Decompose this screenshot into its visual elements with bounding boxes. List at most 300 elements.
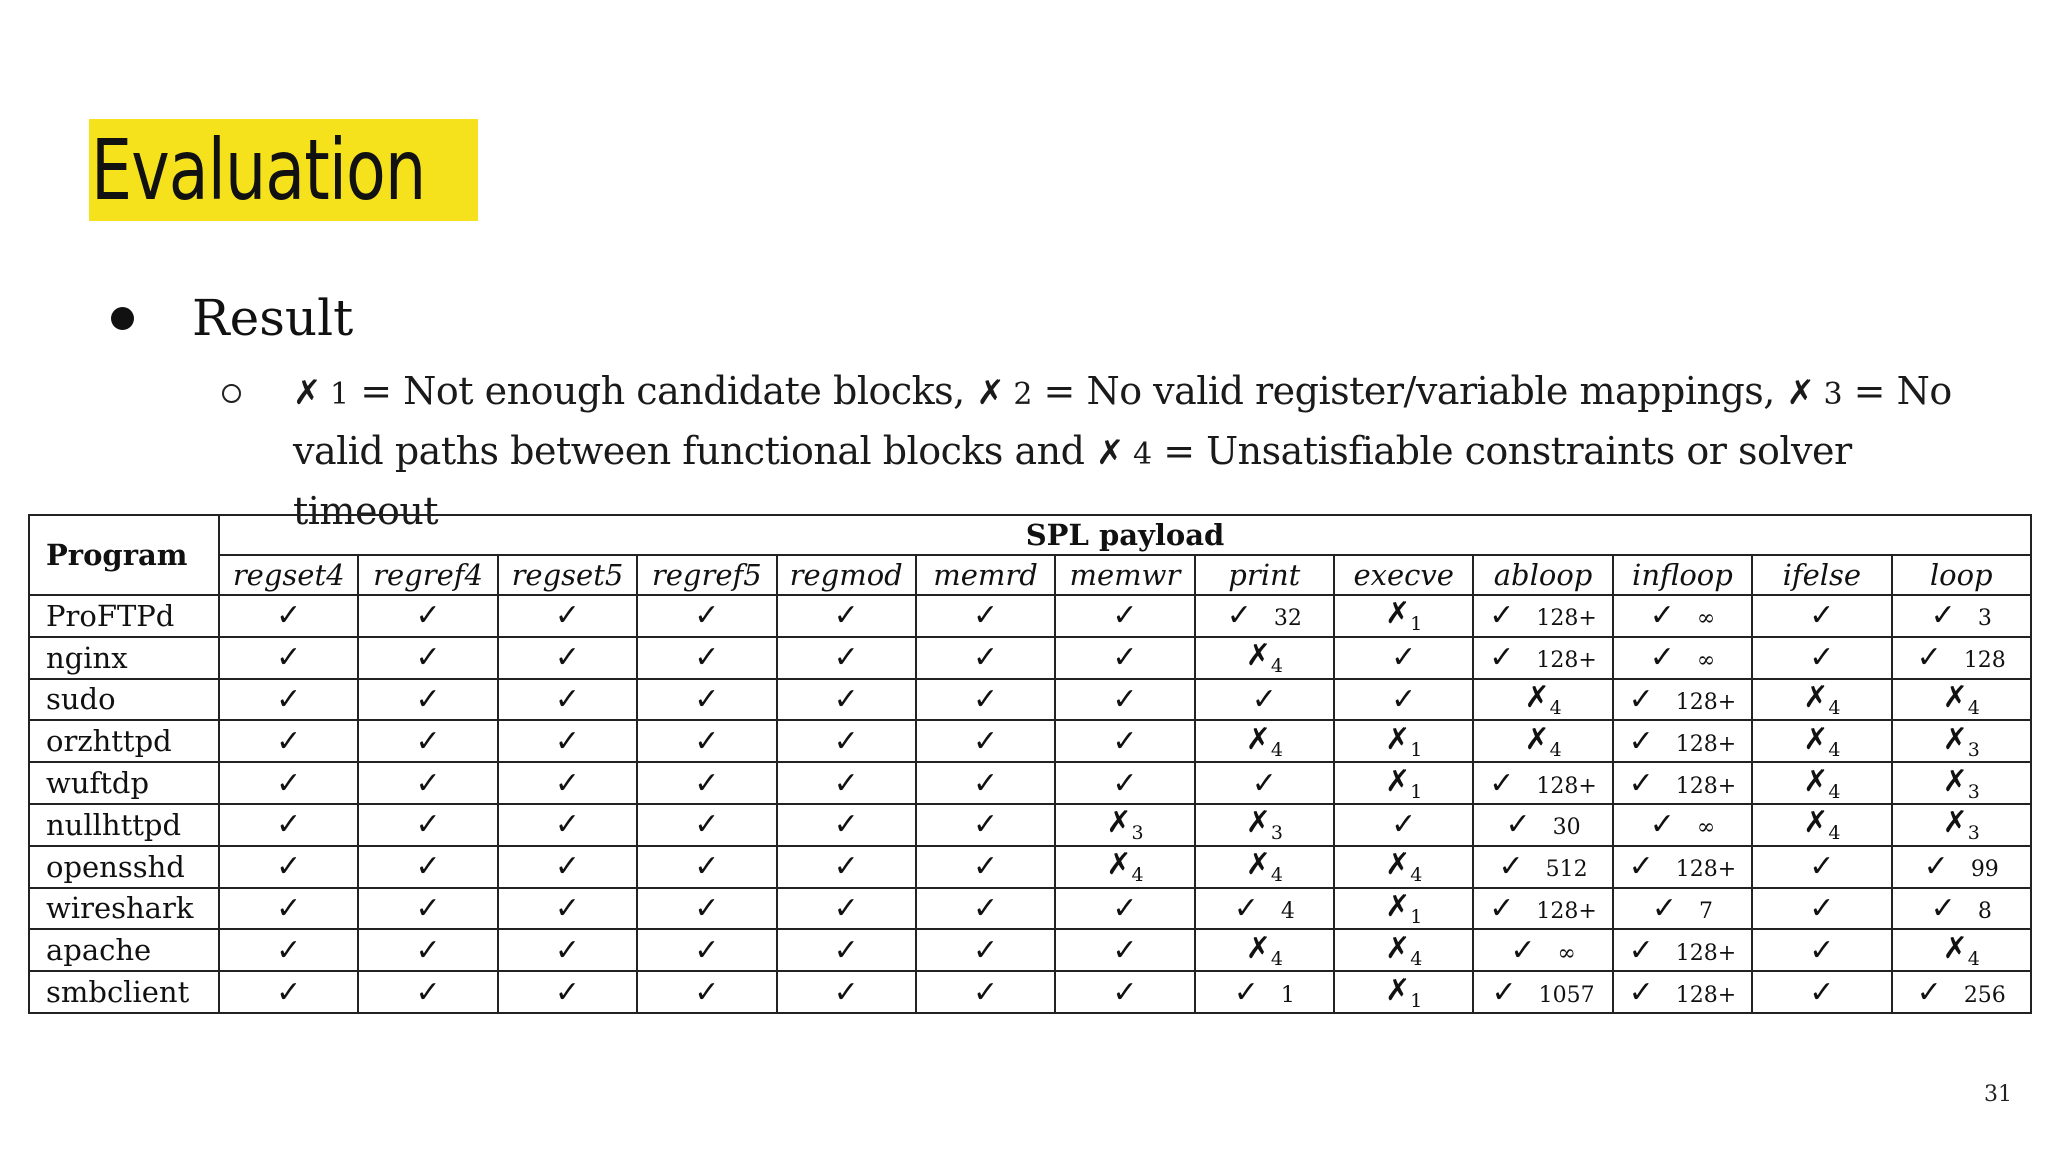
check-icon: ✓ — [972, 598, 999, 634]
check-icon: ✓ — [833, 640, 859, 676]
result-cell — [358, 637, 497, 679]
check-icon: ✓ — [1649, 807, 1675, 843]
result-cell — [358, 679, 497, 721]
result-cell — [1195, 762, 1334, 804]
result-cell — [219, 846, 358, 888]
cross-icon: $✗_4$ — [1245, 721, 1283, 761]
check-icon: ✓ — [276, 890, 302, 926]
result-cell — [1334, 846, 1473, 888]
table-row — [29, 762, 2031, 804]
result-cell — [1195, 846, 1334, 888]
cross-icon: $✗_4$ — [1524, 679, 1562, 719]
result-cell — [637, 888, 776, 930]
check-icon: ✓ — [1923, 849, 1949, 885]
check-icon: ✓ — [1809, 974, 1835, 1010]
result-value: 128 — [1963, 648, 2006, 674]
result-cell — [498, 595, 637, 637]
result-cell — [1334, 595, 1473, 637]
spl-payload-header: SPL payload — [219, 515, 2031, 555]
result-cell — [1055, 804, 1194, 846]
result-value: 128+ — [1675, 857, 1737, 883]
result-cell — [219, 971, 358, 1013]
result-cell — [916, 846, 1055, 888]
cross-mark: ✗ — [1786, 373, 1815, 413]
result-cell — [777, 888, 916, 930]
check-icon: ✓ — [833, 974, 859, 1010]
cross-icon: $✗_4$ — [1385, 930, 1423, 970]
result-value: 128+ — [1675, 689, 1737, 715]
check-icon: ✓ — [972, 765, 999, 801]
result-value: 1057 — [1538, 982, 1595, 1008]
check-icon: ✓ — [1112, 681, 1138, 717]
column-header-memwr: memwr — [1055, 555, 1194, 595]
result-cell — [498, 637, 637, 679]
result-cell — [219, 595, 358, 637]
result-cell — [498, 846, 637, 888]
check-icon: ✓ — [1809, 598, 1835, 634]
result-cell — [358, 720, 497, 762]
result-value: 32 — [1273, 606, 1302, 632]
column-header-regref5: regref5 — [637, 555, 776, 595]
check-icon: ✓ — [1651, 890, 1677, 926]
check-icon: ✓ — [833, 765, 859, 801]
result-cell — [777, 929, 916, 971]
result-cell — [916, 679, 1055, 721]
result-value: 3 — [1977, 606, 1992, 632]
check-icon: ✓ — [1112, 974, 1138, 1010]
check-icon: ✓ — [276, 765, 302, 801]
result-cell — [1613, 804, 1752, 846]
result-cell — [219, 762, 358, 804]
result-cell — [1613, 637, 1752, 679]
table-row — [29, 971, 2031, 1013]
result-cell — [219, 888, 358, 930]
program-name: ProFTPd — [29, 595, 219, 637]
legend-description: = Unsatisfiable constraints or solver timeout — [293, 429, 1852, 533]
result-cell — [1613, 679, 1752, 721]
result-cell — [219, 720, 358, 762]
check-icon: ✓ — [415, 598, 441, 634]
result-cell — [1055, 846, 1194, 888]
check-icon: ✓ — [694, 807, 720, 843]
result-cell — [219, 804, 358, 846]
result-value: ∞ — [1696, 606, 1716, 632]
check-icon: ✓ — [554, 974, 580, 1010]
result-cell — [498, 929, 637, 971]
cross-icon: $✗_4$ — [1245, 930, 1283, 970]
result-cell — [498, 720, 637, 762]
check-icon: ✓ — [415, 807, 441, 843]
result-cell — [1334, 720, 1473, 762]
check-icon: ✓ — [1112, 723, 1138, 759]
legend-description: = No valid register/variable mappings, — [1031, 369, 1787, 413]
result-cell — [777, 637, 916, 679]
check-icon: ✓ — [1391, 681, 1417, 717]
check-icon: ✓ — [833, 723, 859, 759]
check-icon: ✓ — [554, 723, 580, 759]
cross-icon: $✗_4$ — [1803, 763, 1841, 803]
check-icon: ✓ — [1649, 640, 1675, 676]
legend-index: 3 — [1814, 377, 1843, 412]
result-cell — [1055, 971, 1194, 1013]
result-cell — [916, 929, 1055, 971]
check-icon: ✓ — [1510, 932, 1536, 968]
result-cell — [1752, 804, 1891, 846]
check-icon: ✓ — [554, 849, 580, 885]
table-row — [29, 846, 2031, 888]
check-icon: ✓ — [1809, 640, 1835, 676]
result-cell — [637, 762, 776, 804]
result-cell — [498, 971, 637, 1013]
check-icon: ✓ — [554, 640, 580, 676]
column-header-regmod: regmod — [777, 555, 916, 595]
check-icon: ✓ — [972, 681, 999, 717]
result-cell — [1613, 720, 1752, 762]
column-header-regset4: regset4 — [219, 555, 358, 595]
result-cell — [1892, 637, 2032, 679]
result-cell — [1473, 929, 1612, 971]
check-icon: ✓ — [972, 890, 999, 926]
check-icon: ✓ — [972, 807, 999, 843]
result-cell — [777, 720, 916, 762]
result-cell — [777, 679, 916, 721]
result-cell — [1473, 804, 1612, 846]
check-icon: ✓ — [1505, 807, 1531, 843]
check-icon: ✓ — [1489, 765, 1515, 801]
cross-icon: $✗_4$ — [1942, 930, 1980, 970]
result-cell — [1613, 762, 1752, 804]
check-icon: ✓ — [415, 974, 441, 1010]
column-header-regref4: regref4 — [358, 555, 497, 595]
table-row — [29, 888, 2031, 930]
column-header-ifelse: ifelse — [1752, 555, 1891, 595]
column-header-loop: loop — [1892, 555, 2032, 595]
check-icon: ✓ — [1233, 890, 1259, 926]
result-value: 128+ — [1536, 898, 1597, 924]
result-value: 128+ — [1675, 940, 1737, 966]
result-cell — [1892, 888, 2032, 930]
result-cell — [1473, 679, 1612, 721]
result-cell — [358, 971, 497, 1013]
program-name: smbclient — [29, 971, 219, 1013]
result-cell — [1473, 762, 1612, 804]
check-icon: ✓ — [972, 932, 999, 968]
cross-mark: ✗ — [976, 373, 1005, 413]
result-cell — [1195, 637, 1334, 679]
check-icon: ✓ — [694, 765, 720, 801]
result-value: ∞ — [1696, 648, 1716, 674]
bullet-result: Result — [192, 289, 354, 347]
cross-icon: $✗_4$ — [1803, 805, 1841, 845]
result-cell — [637, 637, 776, 679]
check-icon: ✓ — [276, 807, 302, 843]
result-cell — [1892, 679, 2032, 721]
result-value: 512 — [1545, 857, 1588, 883]
result-value: 128+ — [1536, 606, 1597, 632]
check-icon: ✓ — [1112, 932, 1138, 968]
check-icon: ✓ — [276, 640, 302, 676]
table-row — [29, 595, 2031, 637]
column-header-abloop: abloop — [1473, 555, 1612, 595]
result-cell — [1752, 888, 1891, 930]
result-cell — [1334, 679, 1473, 721]
check-icon: ✓ — [694, 849, 720, 885]
result-cell — [916, 804, 1055, 846]
check-icon: ✓ — [1628, 932, 1654, 968]
check-icon: ✓ — [1930, 890, 1956, 926]
result-cell — [1613, 846, 1752, 888]
result-cell — [1752, 679, 1891, 721]
result-cell — [1055, 637, 1194, 679]
cross-icon: $✗_4$ — [1245, 847, 1283, 887]
cross-mark: ✗ — [1096, 433, 1125, 473]
legend-index: 1 — [321, 377, 349, 412]
check-icon: ✓ — [1809, 849, 1835, 885]
check-icon: ✓ — [1251, 681, 1277, 717]
result-cell — [358, 888, 497, 930]
result-cell — [219, 679, 358, 721]
result-value: 30 — [1552, 815, 1581, 841]
cross-icon: $✗_4$ — [1245, 638, 1283, 678]
check-icon: ✓ — [415, 932, 441, 968]
result-cell — [1055, 929, 1194, 971]
check-icon: ✓ — [1226, 598, 1252, 634]
check-icon: ✓ — [415, 890, 441, 926]
check-icon: ✓ — [1628, 765, 1654, 801]
program-header: Program — [29, 515, 219, 595]
cross-icon: $✗_1$ — [1385, 721, 1423, 761]
check-icon: ✓ — [276, 681, 302, 717]
cross-icon: $✗_1$ — [1385, 972, 1423, 1012]
result-cell — [1334, 762, 1473, 804]
check-icon: ✓ — [694, 890, 720, 926]
check-icon: ✓ — [694, 681, 720, 717]
check-icon: ✓ — [1809, 890, 1835, 926]
check-icon: ✓ — [554, 890, 580, 926]
result-cell — [1892, 762, 2032, 804]
result-value: 128+ — [1675, 731, 1737, 757]
result-cell — [358, 929, 497, 971]
result-cell — [916, 637, 1055, 679]
result-cell — [1752, 595, 1891, 637]
cross-icon: $✗_3$ — [1245, 805, 1283, 845]
result-cell — [1892, 929, 2032, 971]
result-value: 128+ — [1536, 773, 1597, 799]
check-icon: ✓ — [415, 849, 441, 885]
result-cell — [1613, 929, 1752, 971]
result-cell — [1473, 720, 1612, 762]
result-cell — [1613, 971, 1752, 1013]
result-cell — [1892, 971, 2032, 1013]
result-value: 4 — [1280, 898, 1295, 924]
page-number: 31 — [1984, 1082, 2012, 1107]
table-row — [29, 804, 2031, 846]
check-icon: ✓ — [694, 723, 720, 759]
result-cell — [777, 595, 916, 637]
result-cell — [1473, 595, 1612, 637]
column-header-infloop: infloop — [1613, 555, 1752, 595]
result-cell — [1334, 888, 1473, 930]
result-cell — [1334, 804, 1473, 846]
result-cell — [1613, 888, 1752, 930]
legend-description: = Not enough candidate blocks, — [348, 369, 977, 413]
result-cell — [358, 804, 497, 846]
check-icon: ✓ — [415, 765, 441, 801]
check-icon: ✓ — [276, 932, 302, 968]
check-icon: ✓ — [1628, 723, 1654, 759]
check-icon: ✓ — [1233, 974, 1259, 1010]
result-cell — [1752, 762, 1891, 804]
check-icon: ✓ — [1628, 849, 1654, 885]
check-icon: ✓ — [276, 974, 302, 1010]
check-icon: ✓ — [1809, 932, 1835, 968]
result-cell — [1892, 720, 2032, 762]
result-cell — [498, 762, 637, 804]
column-header-execve: execve — [1334, 555, 1473, 595]
check-icon: ✓ — [1491, 974, 1517, 1010]
result-cell — [916, 595, 1055, 637]
check-icon: ✓ — [1391, 807, 1417, 843]
result-value: 256 — [1963, 982, 2006, 1008]
slide-title: Evaluation — [91, 121, 426, 219]
check-icon: ✓ — [1649, 598, 1675, 634]
result-cell — [1473, 637, 1612, 679]
check-icon: ✓ — [833, 681, 859, 717]
result-value: 128+ — [1536, 648, 1597, 674]
cross-icon: $✗_4$ — [1524, 721, 1562, 761]
program-name: opensshd — [29, 846, 219, 888]
check-icon: ✓ — [415, 681, 441, 717]
program-name: apache — [29, 929, 219, 971]
result-cell — [637, 595, 776, 637]
check-icon: ✓ — [694, 932, 720, 968]
result-cell — [637, 720, 776, 762]
check-icon: ✓ — [833, 890, 859, 926]
check-icon: ✓ — [276, 849, 302, 885]
cross-icon: $✗_3$ — [1942, 805, 1980, 845]
result-cell — [1892, 846, 2032, 888]
check-icon: ✓ — [1628, 681, 1654, 717]
check-icon: ✓ — [833, 598, 859, 634]
result-value: 7 — [1699, 898, 1713, 924]
check-icon: ✓ — [554, 681, 580, 717]
table-row — [29, 720, 2031, 762]
check-icon: ✓ — [554, 807, 580, 843]
result-cell — [1892, 595, 2032, 637]
result-cell — [1752, 846, 1891, 888]
check-icon: ✓ — [972, 974, 999, 1010]
result-cell — [1752, 720, 1891, 762]
result-cell — [498, 804, 637, 846]
result-cell — [1334, 929, 1473, 971]
result-cell — [916, 720, 1055, 762]
program-name: wireshark — [29, 888, 219, 930]
check-icon: ✓ — [694, 598, 720, 634]
result-cell — [1473, 888, 1612, 930]
result-cell — [1195, 595, 1334, 637]
result-cell — [637, 846, 776, 888]
result-value: ∞ — [1557, 940, 1576, 966]
results-table — [28, 514, 2032, 1014]
check-icon: ✓ — [554, 932, 580, 968]
check-icon: ✓ — [554, 765, 580, 801]
legend-index: 2 — [1004, 377, 1032, 412]
program-name: nullhttpd — [29, 804, 219, 846]
result-cell — [777, 762, 916, 804]
check-icon: ✓ — [554, 598, 580, 634]
check-icon: ✓ — [972, 723, 999, 759]
result-value: 1 — [1280, 982, 1295, 1008]
cross-icon: $✗_3$ — [1942, 721, 1980, 761]
result-cell — [1195, 971, 1334, 1013]
cross-icon: $✗_1$ — [1385, 763, 1423, 803]
result-cell — [1613, 595, 1752, 637]
program-name: nginx — [29, 637, 219, 679]
result-cell — [916, 762, 1055, 804]
check-icon: ✓ — [833, 849, 859, 885]
cross-icon: $✗_4$ — [1803, 679, 1841, 719]
check-icon: ✓ — [1628, 974, 1654, 1010]
result-value: 128+ — [1675, 982, 1737, 1008]
result-cell — [1752, 637, 1891, 679]
cross-mark: ✗ — [293, 373, 321, 413]
legend-index: 4 — [1124, 437, 1152, 472]
check-icon: ✓ — [1112, 598, 1138, 634]
check-icon: ✓ — [833, 932, 859, 968]
result-cell — [637, 971, 776, 1013]
result-cell — [219, 929, 358, 971]
check-icon: ✓ — [694, 640, 720, 676]
check-icon: ✓ — [1489, 890, 1515, 926]
result-cell — [1055, 762, 1194, 804]
check-icon: ✓ — [1498, 849, 1524, 885]
result-cell — [1195, 929, 1334, 971]
check-icon: ✓ — [276, 723, 302, 759]
result-cell — [1055, 679, 1194, 721]
check-icon: ✓ — [276, 598, 302, 634]
result-cell — [1195, 679, 1334, 721]
result-cell — [498, 679, 637, 721]
cross-icon: $✗_3$ — [1106, 805, 1144, 845]
result-value: 8 — [1977, 898, 1992, 924]
cross-icon: $✗_4$ — [1803, 721, 1841, 761]
result-cell — [1055, 595, 1194, 637]
check-icon: ✓ — [1251, 765, 1277, 801]
column-header-memrd: memrd — [916, 555, 1055, 595]
result-cell — [777, 846, 916, 888]
result-cell — [1195, 720, 1334, 762]
check-icon: ✓ — [415, 723, 441, 759]
result-cell — [1752, 971, 1891, 1013]
title-highlight — [89, 119, 478, 221]
result-cell — [219, 637, 358, 679]
result-cell — [1752, 929, 1891, 971]
cross-icon: $✗_4$ — [1106, 847, 1144, 887]
check-icon: ✓ — [1916, 974, 1942, 1010]
table-row — [29, 929, 2031, 971]
cross-icon: $✗_1$ — [1385, 888, 1423, 928]
check-icon: ✓ — [694, 974, 720, 1010]
table-row — [29, 679, 2031, 721]
table-row — [29, 637, 2031, 679]
result-cell — [358, 762, 497, 804]
result-cell — [777, 804, 916, 846]
result-cell — [1473, 846, 1612, 888]
result-cell — [637, 804, 776, 846]
check-icon: ✓ — [415, 640, 441, 676]
check-icon: ✓ — [1391, 640, 1417, 676]
result-cell — [358, 595, 497, 637]
